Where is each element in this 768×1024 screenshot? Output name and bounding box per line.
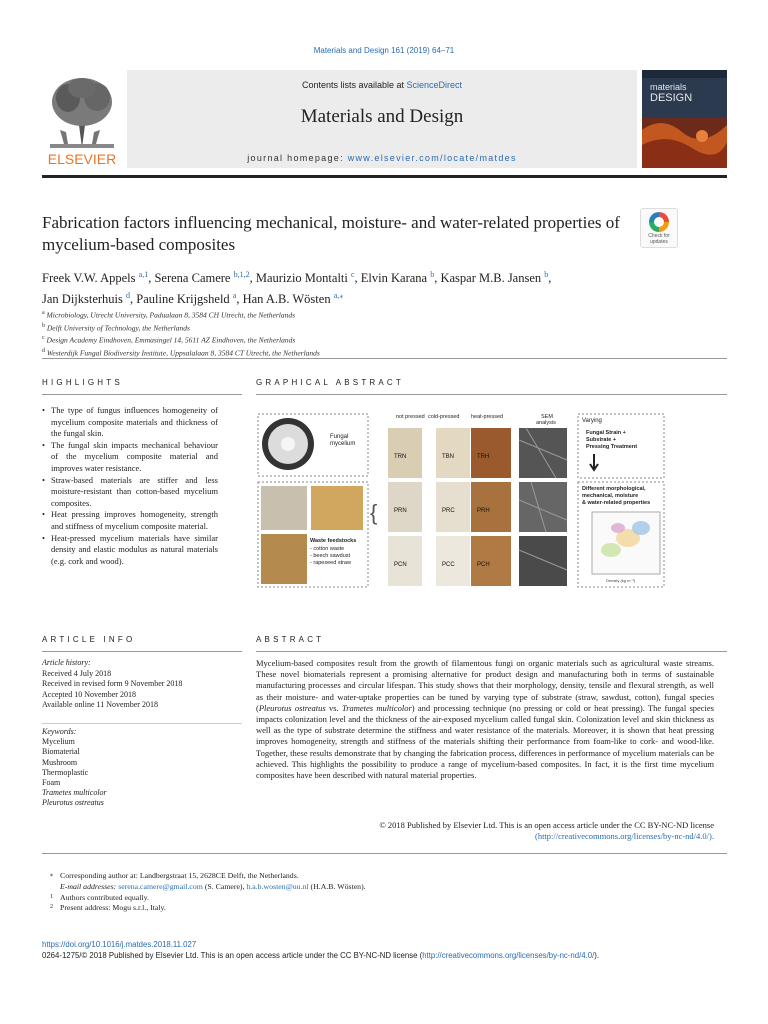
author-name[interactable]: Han A.B. Wösten [242, 292, 331, 307]
history-online: Available online 11 November 2018 [42, 700, 158, 709]
author-sep: , [249, 271, 256, 286]
ga-waste-3: - rapeseed straw [310, 560, 351, 566]
sciencedirect-link[interactable]: ScienceDirect [406, 80, 463, 90]
homepage-prefix: journal homepage: [247, 153, 348, 163]
footnote-1 [50, 893, 650, 904]
elsevier-wordmark: ELSEVIER [47, 151, 117, 167]
ga-sample-label: PCN [394, 562, 407, 568]
ga-sample-label: TBN [442, 454, 454, 460]
author-sep: , [130, 292, 137, 307]
journal-name: Materials and Design [300, 106, 464, 127]
abstract-species: Pleurotus ostreatus [258, 702, 326, 713]
issn-license-line [42, 951, 732, 960]
author-name[interactable]: Pauline Krijgsheld [136, 292, 230, 307]
author-affil[interactable]: b [544, 270, 549, 279]
affiliation-rule [42, 358, 727, 359]
footnote-2 [50, 903, 650, 914]
abstract-species: Trametes multicolor [341, 702, 412, 713]
highlight-item: • Heat pressing improves homogeneity, strength and stiffness of mycelium composite material. [42, 509, 218, 532]
ga-sample-tile [436, 482, 470, 532]
keyword-item: Trametes multicolor [42, 788, 107, 798]
author-affil[interactable]: b [430, 270, 435, 279]
affiliation-text: Delft University of Technology, the Netherlands [46, 323, 190, 332]
footnote-mark: 2 [50, 904, 53, 911]
ga-res-1: Different morphological, [582, 486, 646, 492]
affiliation-text: Westerdijk Fungal Biodiversity Institute, Uppsalalaan 8, 3584 CT Utrecht, the Netherlands [46, 348, 320, 357]
ga-sample-label: TRH [477, 454, 490, 460]
contents-prefix: Contents lists available at [301, 80, 407, 90]
keyword-item: Thermoplastic [42, 767, 89, 777]
issn-suffix: ). [594, 951, 600, 960]
highlight-item: • Heat-pressed mycelium materials have similar density and elastic modulus as natural materials (e.g. cork and wood). [42, 533, 218, 568]
footnote-text: Corresponding author at: Landbergstraat 15, 2628CE Delft, the Netherlands. [60, 871, 299, 880]
ga-sample-tile [388, 428, 422, 478]
abstract-part: Mycelium-based composites result from the growth of filamentous fungi on organic materials such as agricultural waste streams. These novel biomaterials represent a promising alternative for product design and manufacturing both in terms of sustainable manufacturing processes and circular lifespan. This study shows that their morphology, density, tensile and flexural strength, as well as their moisture- and water-uptake properties can be tuned by varying type of substrate (straw, sawdust, cotton), fungal species ( [256, 658, 714, 713]
keyword-item: Foam [42, 778, 61, 788]
footnote-mark: 1 [50, 893, 53, 900]
banner-rule [42, 175, 727, 178]
author-affil[interactable]: a,⁎ [333, 291, 344, 301]
journal-banner [42, 70, 727, 173]
ga-brace: { [370, 500, 378, 525]
banner-center [127, 70, 637, 168]
highlights-rule [42, 394, 242, 395]
author-affil[interactable]: c [350, 270, 355, 279]
crossmark-line2: updates [650, 239, 668, 245]
email-link[interactable]: serena.camere@gmail.com [118, 881, 203, 891]
affiliation-mark: b [42, 322, 45, 329]
footnotes [50, 871, 650, 914]
issn-text: 0264-1275/© 2018 Published by Elsevier Ltd. This is an open access article under the CC BY-NC-ND license ( [42, 951, 423, 960]
author-name[interactable]: Maurizio Montalti [255, 271, 348, 286]
ga-sample-label: PRC [442, 508, 455, 514]
keyword-item: Mycelium [42, 737, 75, 747]
keyword-item: Pleurotus ostreatus [42, 798, 104, 808]
cover-title-2: DESIGN [650, 92, 693, 104]
email-owner: (H.A.B. Wösten). [308, 881, 366, 891]
affiliations [42, 308, 722, 358]
contents-line [127, 80, 637, 90]
affiliation-item [42, 333, 722, 346]
ga-sample-tile [471, 482, 511, 532]
author-sep: , [354, 271, 361, 286]
keywords [42, 727, 242, 809]
author-name[interactable]: Serena Camere [154, 271, 231, 286]
abstract-copyright [256, 820, 714, 842]
ga-mycelium-label: mycelium [330, 441, 356, 447]
issn-license-link[interactable]: http://creativecommons.org/licenses/by-nc-nd/4.0/ [422, 951, 595, 960]
history-revised: Received in revised form 9 November 2018 [42, 679, 183, 688]
article-history [42, 658, 242, 711]
ga-fungal-label: Fungal [330, 434, 349, 440]
affiliation-mark: d [42, 347, 45, 354]
ga-sample-tile [436, 428, 470, 478]
highlight-item: • The type of fungus influences homogeneity of mycelium composite materials and thickness of the fungal skin. [42, 405, 218, 440]
abstract-part: vs. [325, 702, 342, 713]
crossmark-line1: Check for [648, 233, 670, 239]
author-name[interactable]: Kaspar M.B. Jansen [440, 271, 542, 286]
footnote-mark: ⁎ [50, 872, 53, 878]
cover-title-1: materials [650, 82, 687, 92]
ga-waste-title: Waste feedstocks [310, 538, 357, 544]
ga-sample-tile [436, 536, 470, 586]
affiliation-text: Microbiology, Utrecht University, Padualaan 8, 3584 CH Utrecht, the Netherlands [46, 310, 296, 320]
keywords-rule [42, 723, 242, 724]
author-sep: , [548, 271, 552, 286]
ga-col-heat: heat-pressed [471, 414, 504, 420]
article-info-rule [42, 651, 242, 652]
author-affil[interactable]: a [232, 291, 237, 301]
author-name[interactable]: Jan Dijksterhuis [42, 292, 123, 307]
ga-sample-grid [388, 428, 511, 586]
highlight-item: • Straw-based materials are stiffer and less moisture-resistant than cotton-based mycelium composites. [42, 475, 218, 510]
license-link[interactable]: (http://creativecommons.org/licenses/by-nc-nd/4.0/). [534, 831, 714, 842]
history-accepted: Accepted 10 November 2018 [42, 689, 136, 699]
ga-var-2: Substrate + [586, 437, 617, 443]
affiliation-text: Design Academy Eindhoven, Emmasingel 14, 5611 AZ Eindhoven, the Netherlands [46, 335, 296, 345]
ga-sample-tile [388, 482, 422, 532]
ga-sample-label: TRN [394, 454, 407, 460]
affiliation-item [42, 321, 722, 334]
author-name[interactable]: Freek V.W. Appels [42, 271, 136, 286]
crossmark-icon [649, 212, 669, 232]
paper-title: Fabrication factors influencing mechanical, moisture- and water-related properties of mycelium-based composites [42, 213, 620, 254]
author-sep: , [148, 271, 155, 286]
keywords-label: Keywords: [42, 727, 77, 736]
copyright-text: © 2018 Published by Elsevier Ltd. This is an open access article under the CC BY-NC-ND license [379, 820, 714, 830]
graphical-abstract-figure[interactable] [256, 410, 666, 590]
ga-sample-label: PCC [442, 562, 455, 568]
elsevier-logo [42, 70, 122, 168]
keyword-item: Mushroom [42, 757, 78, 767]
footnote-corresponding [50, 871, 650, 882]
history-received: Received 4 July 2018 [42, 668, 112, 678]
author-name[interactable]: Elvin Karana [360, 271, 428, 286]
highlights-heading: HIGHLIGHTS [42, 378, 123, 387]
email-link[interactable]: h.a.b.wosten@uu.nl [246, 881, 309, 891]
email-label: E-mail addresses: [60, 881, 119, 891]
footnote-text: Authors contributed equally. [60, 892, 149, 902]
ga-res-2: mechanical, moisture [582, 493, 639, 499]
ga-var-3: Pressing Treatment [586, 444, 638, 450]
highlights-list [42, 405, 218, 567]
ga-waste-2: - beech sawdust [310, 553, 351, 559]
author-affil[interactable]: b,1,2 [233, 270, 250, 279]
abstract-text [256, 658, 714, 781]
author-sep: , [236, 292, 243, 307]
footnote-emails [50, 882, 650, 893]
ga-var-1: Fungal Strain + [586, 430, 626, 436]
ga-sample-tile [471, 536, 511, 586]
check-for-updates-button[interactable] [640, 208, 678, 248]
email-owner: (S. Camere), [202, 881, 247, 891]
abstract-part: ) and processing technique (no pressing or cold or heat pressing). The fungal species impacts colonization level and the thickness of the air-exposed mycelium called fungal skin. Colonization level and skin thickness as well as the type of substrate determine the stiffness and water resistance of the materials. Moreover, it is shown that heat pressing improves homogeneity, strength and stiffness of the materials shifting their performance from foam-like to cork- and wood-like. Together, these results demonstrate that by changing the fabrication process, differences in performance of mycelium materials can be achieved. This highlights the possibility to produce a range of mycelium-based composites. In fact, it is the first time mycelium composites have been described with natural material properties. [256, 702, 714, 781]
abstract-rule [256, 651, 727, 652]
author-sep: , [434, 271, 441, 286]
ga-col-analysis: analysis [536, 420, 556, 426]
graphical-abstract-rule [256, 394, 727, 395]
ga-sample-tile [471, 428, 511, 478]
history-label: Article history: [42, 658, 91, 667]
author-list [42, 266, 722, 308]
ga-sample-label: PRH [477, 508, 490, 514]
journal-homepage-link[interactable]: www.elsevier.com/locate/matdes [347, 153, 517, 163]
journal-reference-link[interactable]: Materials and Design 161 (2019) 64–71 [313, 46, 455, 55]
ga-sample-tile [388, 536, 422, 586]
affiliation-item [42, 346, 722, 359]
ga-varying: Varying [582, 418, 602, 424]
footnote-text: Present address: Mogu s.r.l., Italy. [60, 903, 166, 913]
ga-sample-label: PRN [394, 508, 407, 514]
ga-res-3: & water-related properties [582, 500, 651, 506]
homepage-line [127, 153, 637, 163]
ga-col-sem: SEM [541, 414, 553, 420]
article-info-heading: ARTICLE INFO [42, 635, 136, 644]
ga-sample-label: PCH [477, 562, 490, 568]
ga-col-not-pressed: not pressed [396, 414, 425, 420]
author-affil[interactable]: d [126, 291, 131, 301]
abstract-heading: ABSTRACT [256, 635, 325, 644]
abstract-bottom-rule [42, 853, 727, 854]
graphical-abstract-heading: GRAPHICAL ABSTRACT [256, 378, 404, 387]
journal-cover-image[interactable] [642, 70, 727, 168]
ga-col-cold: cold-pressed [428, 414, 460, 420]
keyword-item: Biomaterial [42, 747, 80, 757]
doi-link[interactable]: https://doi.org/10.1016/j.matdes.2018.11.027 [42, 940, 197, 949]
affiliation-mark: c [42, 335, 45, 341]
affiliation-mark: a [42, 310, 45, 316]
ga-chart-xaxis: Density (kg m⁻³) [606, 578, 636, 583]
ga-waste-1: - cotton waste [310, 546, 345, 552]
affiliation-item [42, 308, 722, 321]
author-affil[interactable]: a,1 [138, 270, 149, 279]
highlight-item: • The fungal skin impacts mechanical behaviour of the mycelium composite material and improves water resistance. [42, 440, 218, 475]
